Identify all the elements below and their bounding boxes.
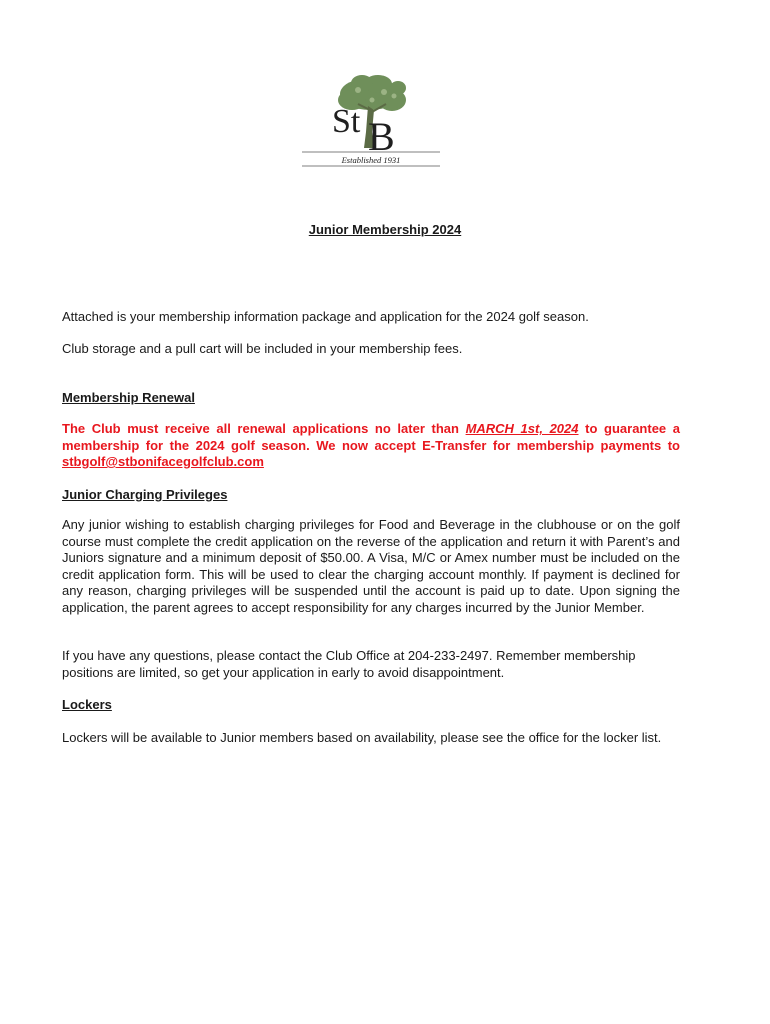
membership-email-link[interactable]: stbgolf@stbonifacegolfclub.com xyxy=(62,454,264,469)
page-title: Junior Membership 2024 xyxy=(308,222,462,237)
renewal-notice-text-2: to guarantee a membership for the 2024 golf season. We now accept E-Transfer for membership payments to xyxy=(62,421,681,453)
questions-paragraph: If you have any questions, please contact the Club Office at 204-233-2497. Remember membership positions are limited, so get your application in early to avoid disappointment. xyxy=(62,648,636,680)
lockers-paragraph: Lockers will be available to Junior members based on availability, please see the office for the locker list. xyxy=(62,730,662,745)
logo-tagline: Established 1931 xyxy=(341,155,401,165)
logo-letter-b: B xyxy=(368,114,395,159)
renewal-notice-text-1: The Club must receive all renewal applications no later than xyxy=(62,421,466,436)
charging-privileges-paragraph: Any junior wishing to establish charging privileges for Food and Beverage in the clubhouse or on the golf course must complete the credit application on the reverse of the application and return it with Parent’s and Juniors signature and a minimum deposit of $50.00. A Visa, M/C or Amex number must be included on the credit application form. This will be used to clear the charging account monthly. If payment is declined for any reason, charging privileges will be suspended until the account is paid up to date. Upon signing the application, the parent agrees to accept responsibility for any charges incurred by the Junior Member. xyxy=(62,517,680,615)
intro-paragraph-2: Club storage and a pull cart will be included in your membership fees. xyxy=(62,341,463,356)
tree-monogram-logo xyxy=(300,70,442,170)
renewal-deadline-date: MARCH 1st, 2024 xyxy=(465,421,579,436)
lockers-heading: Lockers xyxy=(62,697,112,712)
renewal-deadline-notice xyxy=(62,421,680,471)
club-logo xyxy=(300,70,442,170)
intro-paragraph-1: Attached is your membership information package and application for the 2024 golf season. xyxy=(62,309,589,324)
charging-privileges-heading: Junior Charging Privileges xyxy=(62,487,228,502)
logo-letters-st: St xyxy=(332,103,361,140)
membership-renewal-heading: Membership Renewal xyxy=(62,390,195,405)
